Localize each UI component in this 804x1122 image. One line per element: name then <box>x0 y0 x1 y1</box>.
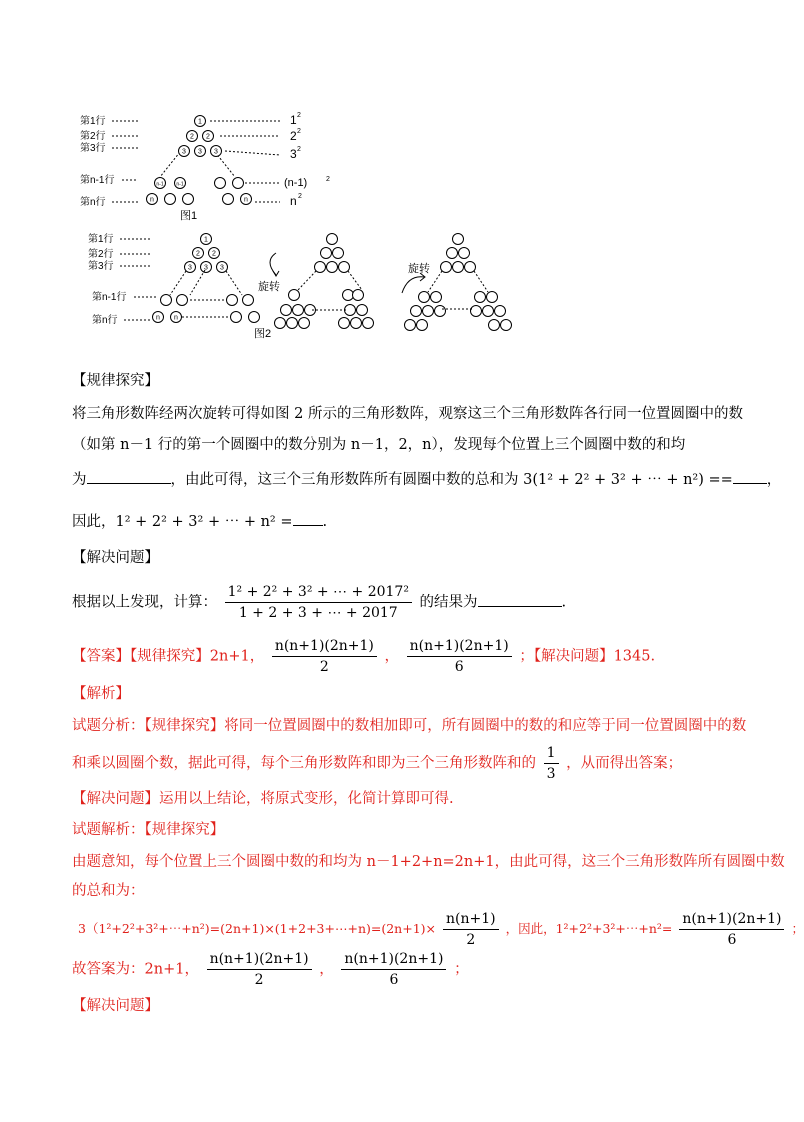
row-label: 第n行 <box>80 197 106 208</box>
analysis-line: 【解决问题】 <box>72 998 159 1014</box>
paragraph-line: （如第 n－1 行的第一个圆圈中的数分别为 n－1，2，n），发现每个位置上三个圆圈中数的和均 <box>72 437 686 453</box>
fraction: $\frac{1}{3}$ <box>544 744 559 783</box>
svg-text:2: 2 <box>297 112 301 119</box>
fraction: $\frac{n(n+1)(2n+1)}{2}$ <box>207 950 312 989</box>
svg-text:n: n <box>150 196 154 204</box>
analysis-line: 的总和为： <box>72 883 145 899</box>
svg-text:2: 2 <box>298 193 302 200</box>
svg-text:第n行: 第n行 <box>92 315 118 326</box>
fraction: $\frac{\text{1² + 2² + 3² + ⋯ + 2017²}}{1 + 2 + 3 + \cdots + 2017}$ <box>225 583 412 622</box>
svg-text:2: 2 <box>297 128 301 135</box>
section-title-explore: 【规律探究】 <box>72 373 159 389</box>
fraction: $\frac{n(n+1)(2n+1)}{6}$ <box>679 910 784 949</box>
svg-text:2: 2 <box>297 146 301 153</box>
svg-text:2: 2 <box>212 250 216 258</box>
answer-blank[interactable] <box>87 483 171 484</box>
svg-text:3: 3 <box>220 264 224 272</box>
svg-text:n: n <box>290 194 297 208</box>
svg-text:旋转: 旋转 <box>258 281 280 293</box>
paragraph-line: 将三角形数阵经两次旋转可得如图 2 所示的三角形数阵，观察这三个三角形数阵各行同一位置圆圈中的数 <box>72 406 743 422</box>
figure-2 <box>88 232 512 340</box>
answer-blank[interactable] <box>293 525 323 526</box>
svg-text:3: 3 <box>188 264 192 272</box>
answer-blank[interactable] <box>733 483 767 484</box>
svg-text:n-1: n-1 <box>176 181 184 188</box>
svg-text:第2行: 第2行 <box>88 249 114 260</box>
triangle-figure <box>80 105 540 350</box>
svg-text:2: 2 <box>290 129 297 143</box>
svg-text:2: 2 <box>206 133 210 141</box>
caption: 图1 <box>180 210 198 222</box>
svg-text:n: n <box>174 314 178 322</box>
answer-blank[interactable] <box>478 606 562 607</box>
row-label: 第2行 <box>80 131 106 142</box>
svg-text:第n-1行: 第n-1行 <box>92 292 127 303</box>
row-label: 第1行 <box>80 116 106 127</box>
paragraph-line: 因此，1² + 2² + 3² + ⋯ + n² = . <box>72 514 328 530</box>
svg-text:第1行: 第1行 <box>88 234 114 245</box>
svg-text:3: 3 <box>204 264 208 272</box>
svg-text:1: 1 <box>290 113 297 127</box>
svg-text:2: 2 <box>196 250 200 258</box>
row-label: 第3行 <box>80 143 106 154</box>
svg-text:2: 2 <box>326 176 330 183</box>
answer-line: 【答案】【规律探究】2n+1， $\frac{n(n+1)(2n+1)}{2}$ ， $\frac{n(n+1)(2n+1)}{6}$ ；【解决问题】1345. <box>72 638 656 675</box>
svg-text:1: 1 <box>198 118 202 126</box>
analysis-title: 【解析】 <box>72 686 130 702</box>
analysis-line: 3（1²+2²+3²+⋯+n²)=(2n+1)×(1+2+3+⋯+n)=(2n+1)× $\frac{n(n+1)}{2}$ ，因此，1²+2²+3²+⋯+n²= $\frac{n(n+1)(2n+1)}{6}$ ； <box>78 911 804 948</box>
svg-text:3: 3 <box>214 148 218 156</box>
svg-text:旋转: 旋转 <box>408 263 430 275</box>
analysis-line: 【解决问题】运用以上结论，将原式变形，化简计算即可得. <box>72 791 454 807</box>
analysis-line: 故答案为：2n+1， $\frac{n(n+1)(2n+1)}{2}$ ， $\frac{n(n+1)(2n+1)}{6}$ ； <box>72 951 469 988</box>
analysis-line: 和乘以圆圈个数，据此可得，每个三角形数阵和即为三个三角形数阵和的 $\frac{1}{3}$ ，从而得出答案； <box>72 745 683 782</box>
caption: 图2 <box>254 328 272 340</box>
section-title-solve: 【解决问题】 <box>72 550 159 566</box>
fraction: $\frac{n(n+1)(2n+1)}{6}$ <box>341 950 446 989</box>
svg-text:n: n <box>156 314 160 322</box>
svg-text:第3行: 第3行 <box>88 261 114 272</box>
svg-text:3: 3 <box>290 147 297 161</box>
svg-text:3: 3 <box>182 148 186 156</box>
svg-text:n-1: n-1 <box>156 181 164 188</box>
figure-1 <box>80 112 330 222</box>
fraction: $\frac{n(n+1)}{2}$ <box>443 910 499 949</box>
paragraph-line: 为 ，由此可得，这三个三角形数阵所有圆圈中数的总和为 3(1² + 2² + 3² + ⋯ + n²) == ， <box>72 472 782 488</box>
svg-text:1: 1 <box>204 236 208 244</box>
analysis-line: 由题意知，每个位置上三个圆圈中数的和均为 n－1+2+n=2n+1，由此可得，这三个三角形数阵所有圆圈中数 <box>72 854 785 870</box>
row-label: 第n-1行 <box>80 175 115 186</box>
analysis-line: 试题解析：【规律探究】 <box>72 822 225 838</box>
svg-text:n: n <box>244 196 248 204</box>
calc-question: 根据以上发现，计算： $\frac{\text{1² + 2² + 3² + ⋯ + 2017²}}{1 + 2 + 3 + \cdots + 2017}$ 的结果为 . <box>72 584 567 621</box>
svg-text:(n-1): (n-1) <box>284 177 308 189</box>
analysis-line: 试题分析：【规律探究】将同一位置圆圈中的数相加即可，所有圆圈中的数的和应等于同一位置圆圈中的数 <box>72 718 747 734</box>
svg-text:3: 3 <box>198 148 202 156</box>
svg-text:2: 2 <box>190 133 194 141</box>
fraction: $\frac{n(n+1)(2n+1)}{2}$ <box>272 637 377 676</box>
fraction: $\frac{n(n+1)(2n+1)}{6}$ <box>407 637 512 676</box>
